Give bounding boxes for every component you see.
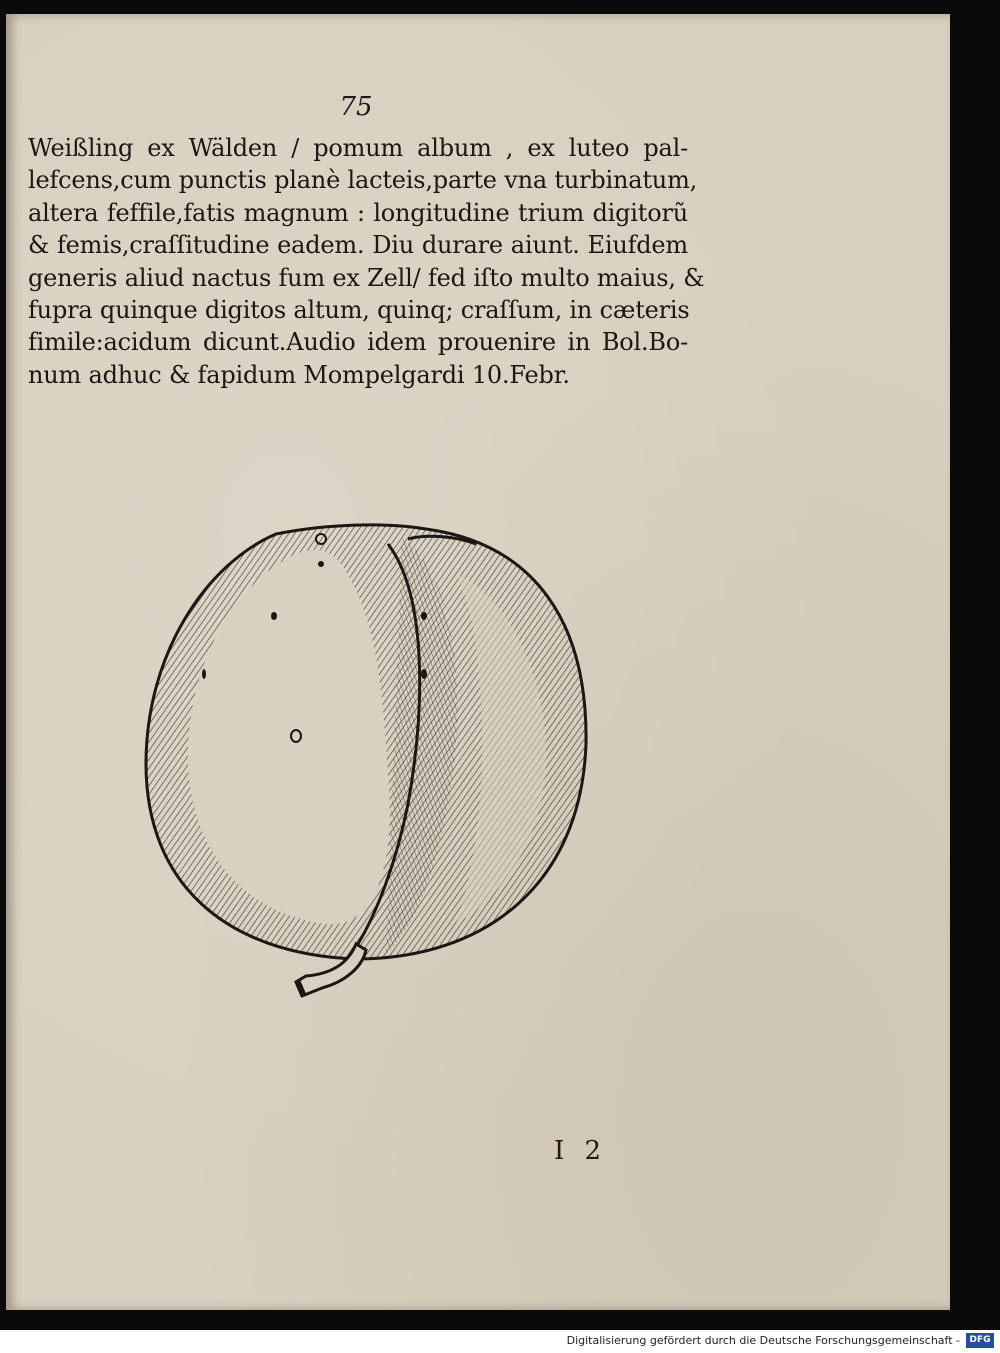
text-line-3: altera feffile,fatis magnum : longitudine trium digitorũ (28, 198, 688, 227)
text-line-8: num adhuc & fapidum Mompelgardi 10.Febr. (28, 360, 570, 389)
text-line-2: lefcens,cum punctis planè lacteis,parte vna turbinatum, (28, 166, 698, 195)
text-line-4: & femis,craſſitudine eadem. Diu durare aiunt. Eiufdem (28, 231, 688, 260)
footer-bar (0, 1330, 1000, 1353)
text-line-7: fimile:acidum dicunt.Audio idem prouenire in Bol.Bo- (28, 328, 688, 357)
book-page (6, 14, 950, 1310)
text-block (28, 132, 705, 391)
signature-mark: I 2 (554, 1136, 608, 1166)
dfg-logo-icon: DFG (966, 1333, 994, 1348)
page-number: 75 (339, 92, 373, 122)
footer-credit: Digitalisierung gefördert durch die Deutsche Forschungsgemeinschaft - (566, 1334, 960, 1347)
text-line-5: generis aliud nactus fum ex Zell/ fed iſto multo maius, & (28, 263, 705, 292)
text-line-6: fupra quinque digitos altum, quinq; craſſum, in cæteris (28, 296, 690, 325)
text-line-1: Weißling ex Wälden / pomum album , ex luteo pal- (28, 134, 688, 162)
apple-woodcut-icon (126, 504, 606, 1014)
